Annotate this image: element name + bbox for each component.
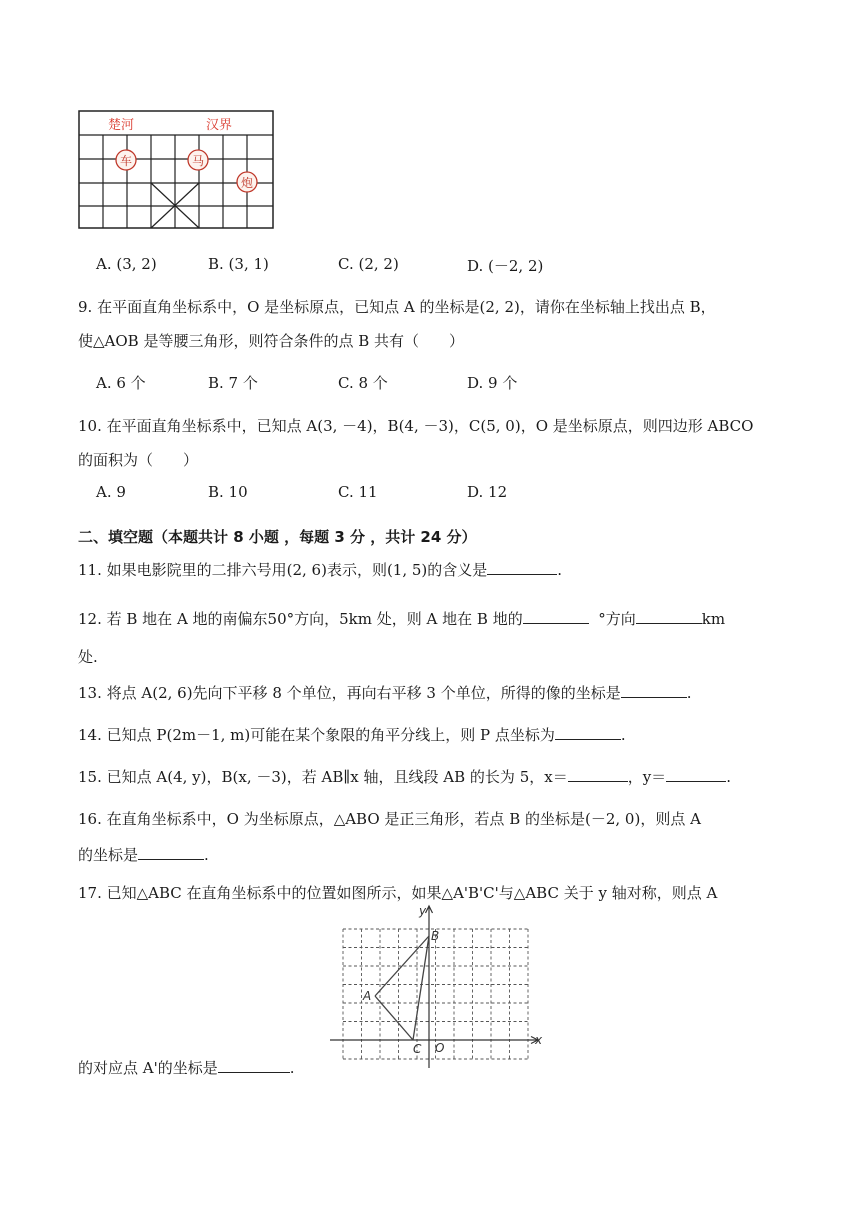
section-2-heading: 二、填空题（本题共计 8 小题 ，每题 3 分 ，共计 24 分）	[78, 528, 477, 546]
q14	[78, 724, 626, 745]
q16-line1: 16. 在直角坐标系中，O 为坐标原点，△ABO 是正三角形，若点 B 的坐标是(－2, 0)，则点 A	[78, 810, 701, 828]
q12-blank-direction[interactable]	[523, 609, 589, 624]
figure17-label-o: O	[435, 1041, 445, 1055]
q9-option-b[interactable]: B. 7 个	[208, 374, 258, 392]
q9-line2: 使△AOB 是等腰三角形，则符合条件的点 B 共有（ ）	[78, 332, 465, 350]
q9-option-d[interactable]: D. 9 个	[467, 374, 518, 392]
q17-end: .	[289, 1059, 295, 1077]
q17-line2-wrap	[78, 1057, 295, 1078]
figure17-label-c: C	[413, 1042, 422, 1056]
q10-option-d[interactable]: D. 12	[467, 483, 508, 501]
q16-line2: 的坐标是	[78, 846, 139, 864]
q15	[78, 766, 731, 787]
piece-che	[116, 150, 136, 170]
piece-pao	[237, 172, 257, 192]
q13	[78, 682, 692, 703]
q14-end: .	[620, 726, 626, 744]
q13-text: 13. 将点 A(2, 6)先向下平移 8 个单位，再向右平移 3 个单位，所得的像的坐标是	[78, 684, 621, 702]
q11-end: .	[557, 561, 563, 579]
q16-blank[interactable]	[138, 845, 204, 860]
q9-line1: 9. 在平面直角坐标系中，O 是坐标原点，已知点 A 的坐标是(2, 2)，请你在坐标轴上找出点 B，	[78, 298, 716, 316]
q9-option-a[interactable]: A. 6 个	[96, 374, 146, 392]
q17-line1: 17. 已知△ABC 在直角坐标系中的位置如图所示，如果△A'B'C'与△ABC 关于 y 轴对称，则点 A	[78, 884, 718, 902]
q12-blank-distance[interactable]	[636, 609, 702, 624]
q14-text: 14. 已知点 P(2m－1, m)可能在某个象限的角平分线上，则 P 点坐标为	[78, 726, 555, 744]
q10-option-c[interactable]: C. 11	[338, 483, 378, 501]
q9-option-c[interactable]: C. 8 个	[338, 374, 388, 392]
q11	[78, 559, 562, 580]
q15-end: .	[726, 768, 731, 786]
q10-option-a[interactable]: A. 9	[96, 483, 126, 501]
q12	[78, 608, 725, 629]
q8-option-b[interactable]: B. (3, 1)	[208, 255, 269, 273]
q17-blank[interactable]	[218, 1058, 290, 1073]
q12-line2: 处.	[78, 648, 98, 666]
q17-line2: 的对应点 A'的坐标是	[78, 1059, 218, 1077]
q11-text: 11. 如果电影院里的二排六号用(2, 6)表示，则(1, 5)的含义是	[78, 561, 488, 579]
q10-line1: 10. 在平面直角坐标系中，已知点 A(3, －4)，B(4, －3)，C(5, 0)，O 是坐标原点，则四边形 ABCO	[78, 417, 754, 435]
q12-unit: km	[701, 610, 726, 628]
q8-option-d[interactable]: D. (－2, 2)	[467, 257, 544, 275]
river-label-han-jie: 汉界	[206, 118, 233, 133]
q8-option-a[interactable]: A. (3, 2)	[96, 255, 157, 273]
coordinate-grid-figure	[325, 900, 550, 1070]
figure17-label-b: B	[431, 929, 440, 943]
q13-blank[interactable]	[621, 683, 687, 698]
figure17-x-label: x	[535, 1033, 543, 1047]
q11-blank[interactable]	[487, 560, 557, 575]
q8-option-c[interactable]: C. (2, 2)	[338, 255, 399, 273]
q15-blank-y[interactable]	[666, 767, 726, 782]
piece-che-label: 车	[119, 154, 133, 168]
q15-blank-x[interactable]	[568, 767, 628, 782]
figure17-label-a: A	[363, 989, 372, 1003]
piece-pao-label: 炮	[240, 176, 254, 190]
q14-blank[interactable]	[555, 725, 621, 740]
q10-option-b[interactable]: B. 10	[208, 483, 248, 501]
q16-line2-wrap	[78, 844, 209, 865]
q12-text: 12. 若 B 地在 A 地的南偏东50°方向，5km 处，则 A 地在 B 地的	[78, 610, 523, 628]
q16-end: .	[204, 846, 209, 864]
piece-ma-label: 马	[191, 154, 205, 168]
river-label-chu-he: 楚河	[108, 118, 135, 133]
q12-mid: °方向	[598, 610, 636, 628]
figure17-y-label: y	[419, 904, 427, 918]
q15-mid: ，y＝	[627, 768, 667, 786]
chess-board-figure	[78, 110, 274, 230]
q15-text: 15. 已知点 A(4, y)，B(x, －3)，若 AB∥x 轴，且线段 AB 的长为 5，x＝	[78, 768, 568, 786]
q10-line2: 的面积为（ ）	[78, 451, 199, 469]
piece-ma	[188, 150, 208, 170]
q13-end: .	[686, 684, 692, 702]
